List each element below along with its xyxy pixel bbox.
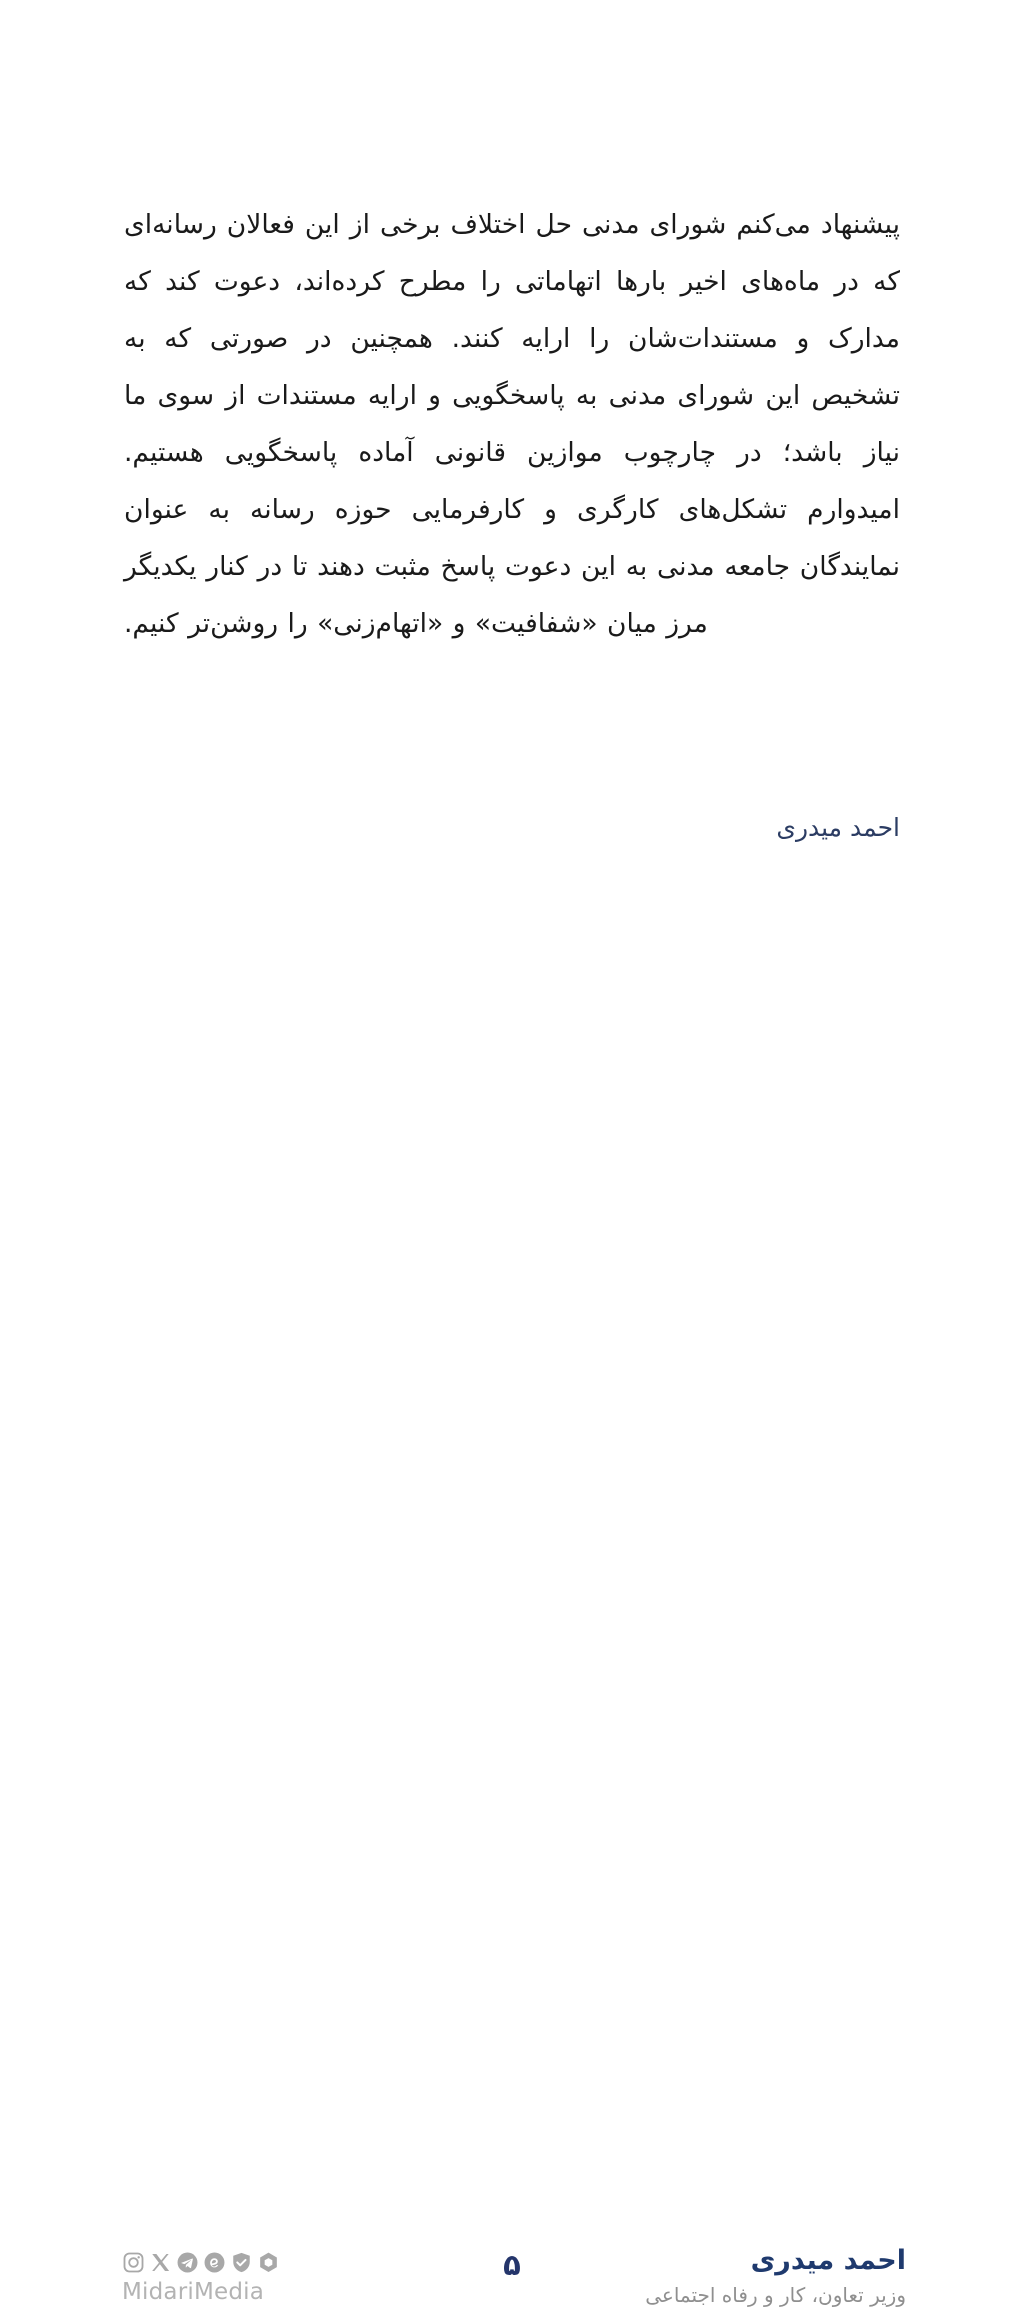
author-name: احمد میدری [750, 2245, 906, 2276]
brand-name: MidariMedia [122, 2279, 265, 2305]
author-title: وزیر تعاون، کار و رفاه اجتماعی [645, 2283, 906, 2307]
author-block [486, 2243, 906, 2310]
statement-paragraph: پیشنهاد می‌کنم شورای مدنی حل اختلاف برخی از این فعالان رسانه‌ای که در ماه‌های اخیر بارها اتهاماتی را مطرح کرده‌اند، دعوت کند که مدارک و مستندات‌شان را ارایه کنند. همچنین در صورتی که به تشخیص این شورای مدنی به پاسخگویی و ارایه مستندات از سوی ما نیاز باشد؛ در چارچوب موازین قانونی آماده پاسخگویی هستیم. امیدوارم تشکل‌های کارگری و کارفرمایی حوزه رسانه به عنوان نمایندگان جامعه مدنی به این دعوت پاسخ مثبت دهند تا در کنار یکدیگر مرز میان «شفافیت» و «اتهام‌زنی» را روشن‌تر کنیم. [124, 209, 900, 639]
statement-signature: احمد میدری [776, 813, 900, 842]
page-number: ۵ [503, 2248, 521, 2282]
page-footer [0, 1100, 1024, 2307]
statement-content [124, 196, 900, 842]
